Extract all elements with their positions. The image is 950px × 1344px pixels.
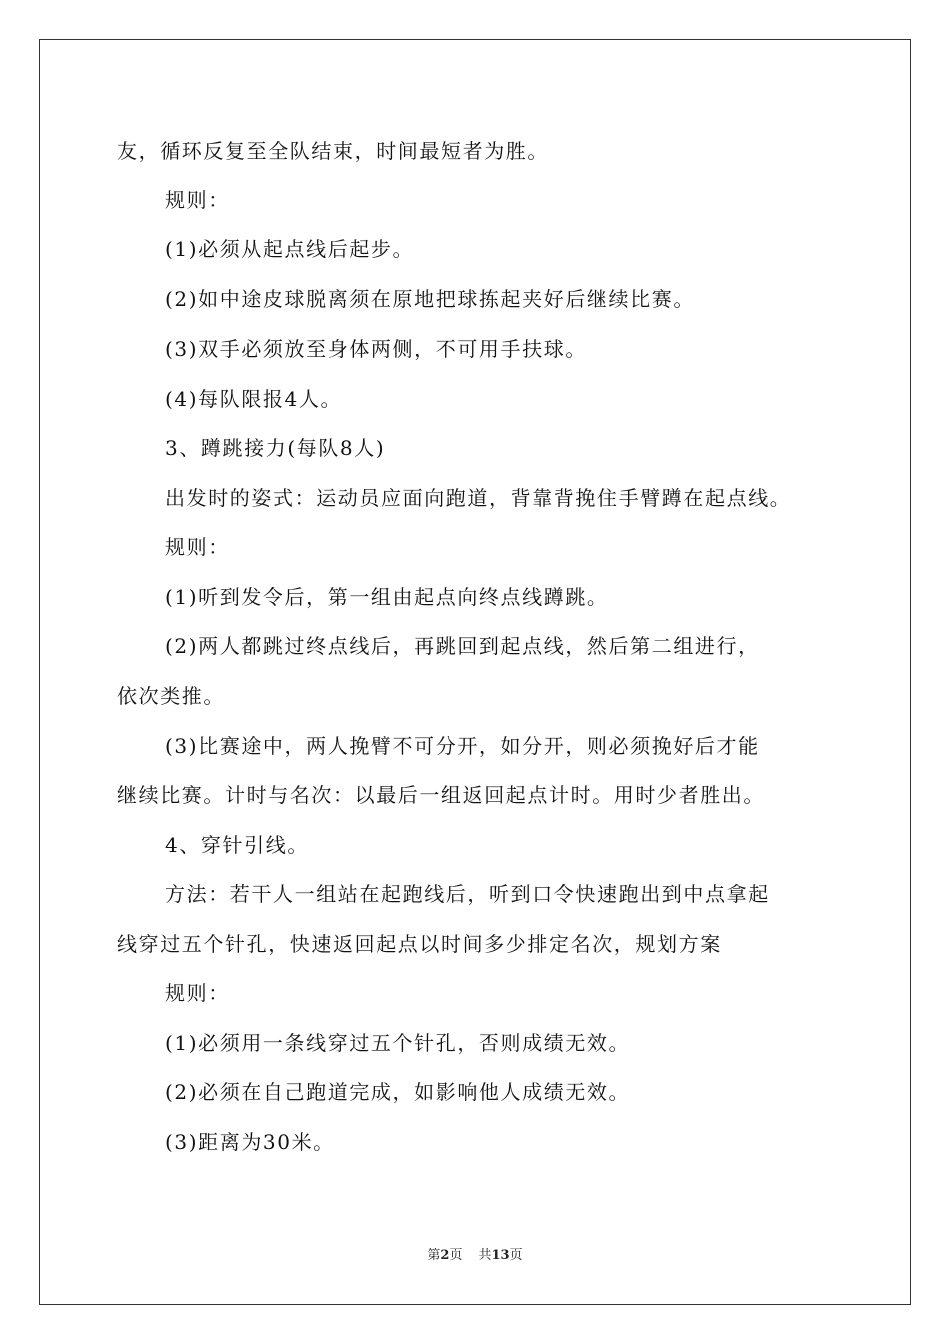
text-line: (2)两人都跳过终点线后，再跳回到起点线，然后第二组进行， — [165, 634, 760, 658]
text-line: (2)必须在自己跑道完成，如影响他人成绩无效。 — [165, 1080, 631, 1104]
section-heading: 4、穿针引线。 — [165, 833, 309, 857]
page-suffix: 页 — [449, 1248, 463, 1263]
total-pages: 13 — [491, 1248, 510, 1263]
page-number: 2 — [440, 1248, 450, 1263]
text-line: 友，循环反复至全队结束，时间最短者为胜。 — [117, 139, 549, 163]
text-line: 线穿过五个针孔，快速返回起点以时间多少排定名次，规划方案 — [117, 932, 722, 956]
text-line: 出发时的姿式：运动员应面向跑道，背靠背挽住手臂蹲在起点线。 — [165, 486, 792, 510]
page-footer — [0, 1247, 950, 1265]
text-line: 依次类推。 — [117, 684, 225, 708]
text-line: 规则： — [165, 981, 230, 1005]
text-line: 继续比赛。计时与名次：以最后一组返回起点计时。用时少者胜出。 — [117, 783, 765, 807]
text-line: 规则： — [165, 535, 230, 559]
text-line: (3)距离为30米。 — [165, 1130, 335, 1154]
page-frame — [39, 39, 911, 1305]
text-line: (1)听到发令后，第一组由起点向终点线蹲跳。 — [165, 585, 609, 609]
text-line: (2)如中途皮球脱离须在原地把球拣起夹好后继续比赛。 — [165, 287, 695, 311]
text-line: (3)比赛途中，两人挽臂不可分开，如分开，则必须挽好后才能 — [165, 734, 760, 758]
text-line: (3)双手必须放至身体两侧，不可用手扶球。 — [165, 337, 587, 361]
section-heading: 3、蹲跳接力(每队8人) — [165, 436, 386, 460]
text-line: (4)每队限报4人。 — [165, 387, 343, 411]
total-suffix: 页 — [509, 1248, 523, 1263]
text-line: 规则： — [165, 188, 230, 212]
total-prefix: 共 — [478, 1248, 492, 1263]
text-line: (1)必须从起点线后起步。 — [165, 237, 415, 261]
page-prefix: 第 — [427, 1248, 441, 1263]
text-line: 方法：若干人一组站在起跑线后，听到口令快速跑出到中点拿起 — [165, 882, 770, 906]
text-line: (1)必须用一条线穿过五个针孔，否则成绩无效。 — [165, 1031, 631, 1055]
